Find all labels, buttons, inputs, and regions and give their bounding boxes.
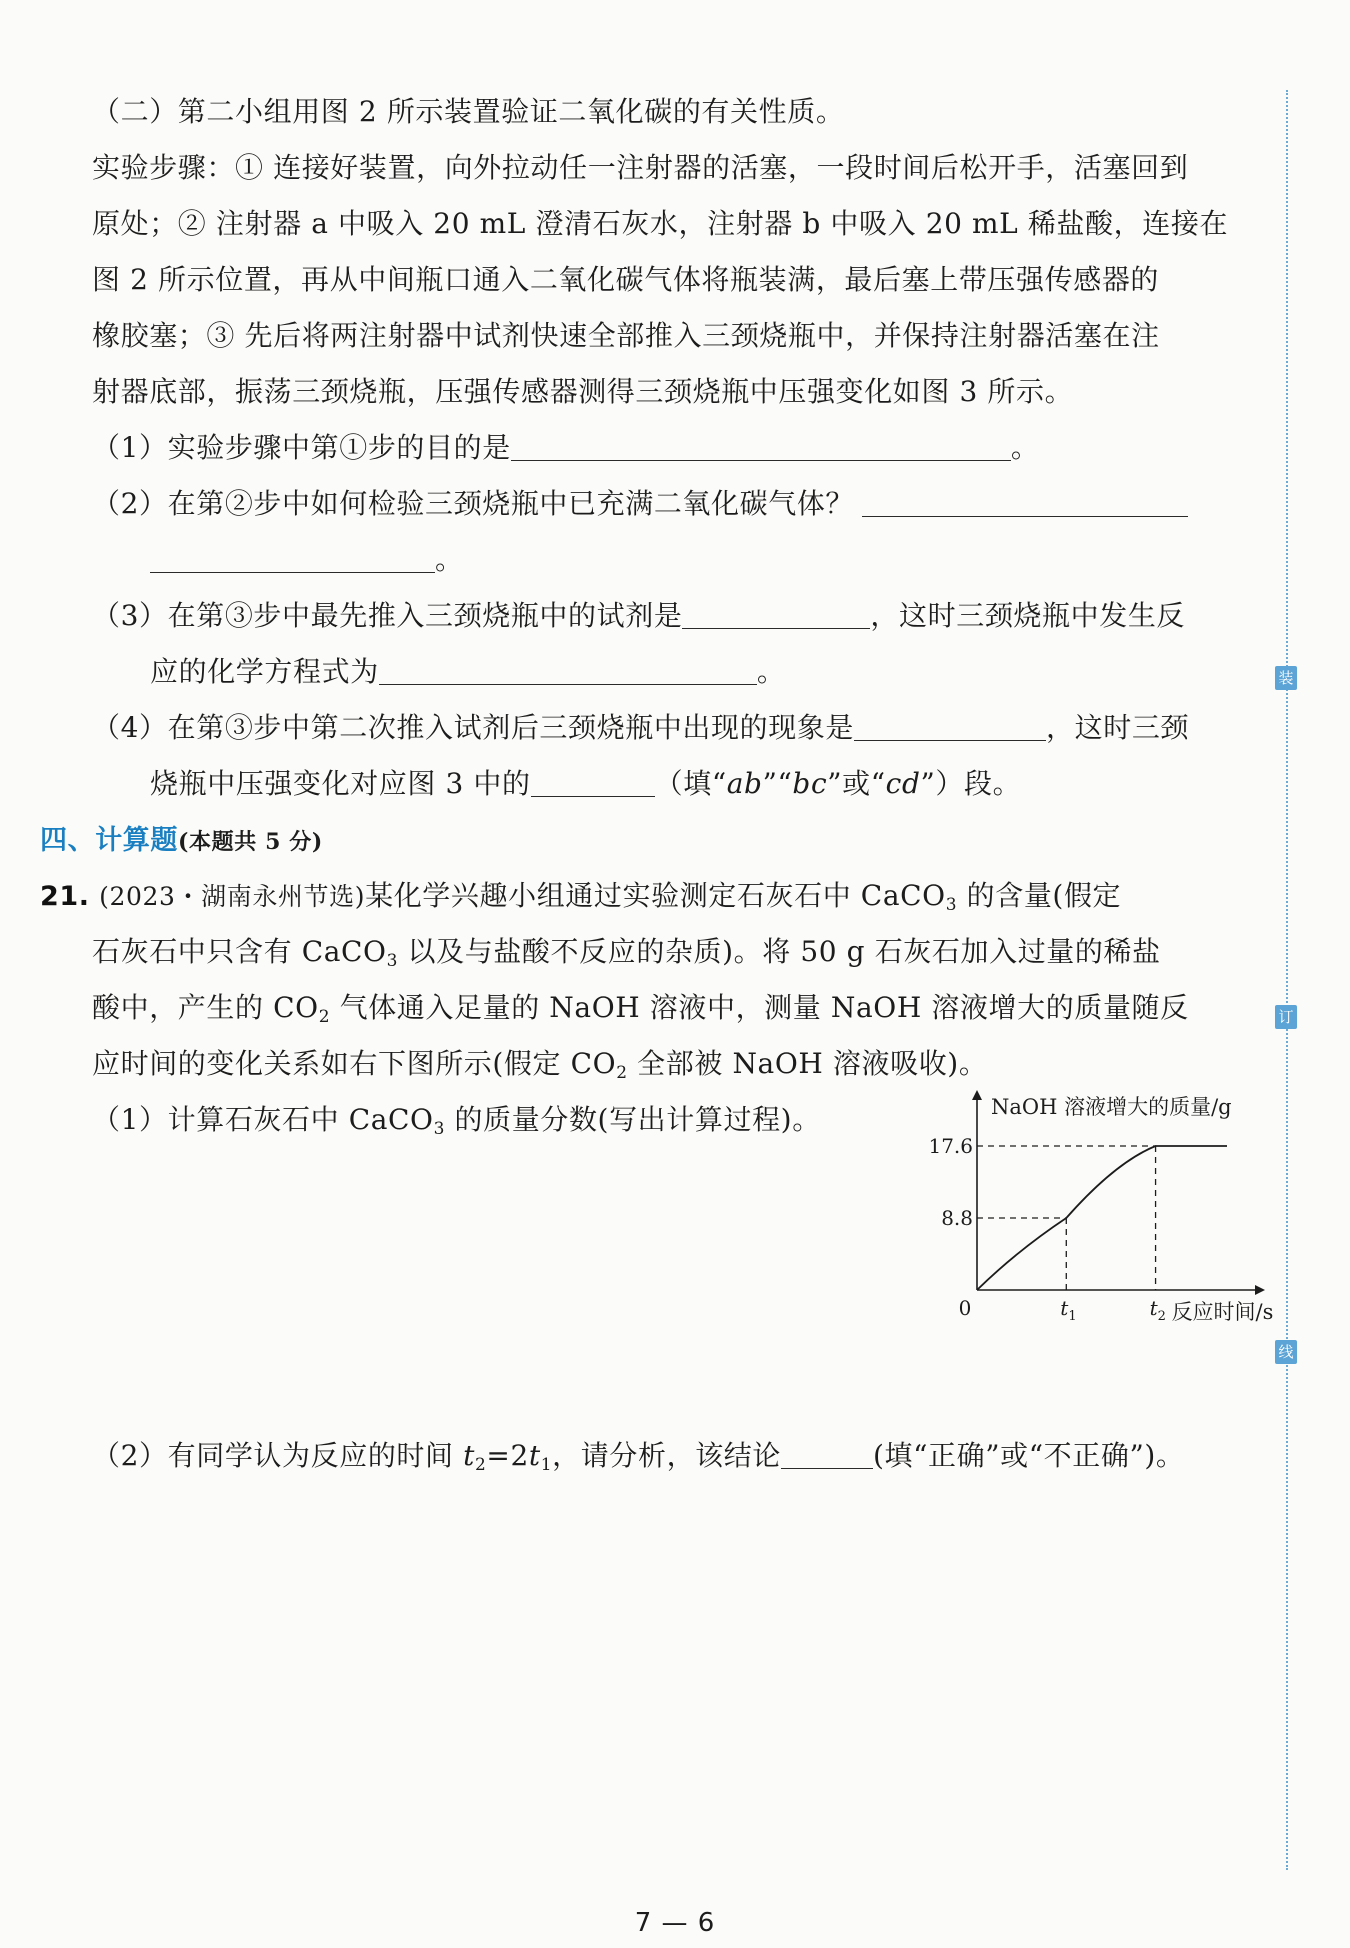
q21-l3b: 气体通入足量的 NaOH 溶液中，测量 NaOH 溶液增大的质量随反	[330, 991, 1189, 1024]
question-1-text: （1）实验步骤中第①步的目的是	[92, 431, 511, 464]
question-1	[92, 428, 1039, 468]
q21-p1a: （1）计算石灰石中 CaCO	[92, 1103, 434, 1136]
sub-3: 3	[386, 951, 399, 971]
question-21-source: (2023・湖南永州节选)	[99, 882, 366, 911]
question-4-text: （4）在第③步中第二次推入试剂后三颈烧瓶中出现的现象是	[92, 711, 855, 744]
q21-part-1	[92, 1100, 821, 1149]
answer-blank-q2a[interactable]	[862, 486, 1188, 517]
answer-blank-q2b[interactable]	[150, 542, 435, 573]
step-line-4: 橡胶塞；③ 先后将两注射器中试剂快速全部推入三颈烧瓶中，并保持注射器活塞在注	[92, 319, 1160, 352]
binding-mark-xian: 线	[1275, 1340, 1297, 1364]
q21-l3a: 酸中，产生的 CO	[92, 991, 319, 1024]
step-line-1: 实验步骤：① 连接好装置，向外拉动任一注射器的活塞，一段时间后松开手，活塞回到	[92, 151, 1189, 184]
x-axis-title: 反应时间/s	[1171, 1300, 1274, 1324]
answer-blank-q21-2[interactable]	[781, 1438, 873, 1469]
question-3	[92, 596, 1185, 636]
question-2-cont	[150, 540, 464, 580]
sub-3: 3	[433, 1119, 446, 1139]
q21-line-2	[92, 932, 1161, 981]
question-4	[92, 708, 1189, 748]
sub-3: 3	[945, 895, 958, 915]
page-number: 7 — 6	[634, 1908, 716, 1938]
question-3-line2: 应的化学方程式为	[150, 655, 379, 688]
question-3-cont	[150, 652, 785, 692]
question-2-end: 。	[435, 543, 464, 576]
t1-var: t	[528, 1439, 541, 1472]
q21-line-4	[92, 1044, 987, 1093]
origin-label: 0	[958, 1296, 972, 1320]
answer-blank-q3a[interactable]	[682, 598, 870, 629]
section4-heading	[40, 820, 323, 862]
binding-mark-zhuang: 装	[1275, 666, 1297, 690]
question-2-text: （2）在第②步中如何检验三颈烧瓶中已充满二氧化碳气体？	[92, 487, 855, 520]
q21-l4b: 全部被 NaOH 溶液吸收)。	[627, 1047, 988, 1080]
mass-time-chart	[915, 1090, 1275, 1330]
question-1-end: 。	[1010, 431, 1040, 464]
question-3-text: （3）在第③步中最先推入三颈烧瓶中的试剂是	[92, 599, 683, 632]
q21-p1b: 的质量分数(写出计算过程)。	[445, 1103, 821, 1136]
question-3-mid: ，这时三颈烧瓶中发生反	[870, 599, 1186, 632]
step-line-5: 射器底部，振荡三颈烧瓶，压强传感器测得三颈烧瓶中压强变化如图 3 所示。	[92, 375, 1074, 408]
section4-title: 四、计算题	[40, 825, 178, 856]
q21-p2eq: =2	[486, 1439, 529, 1472]
segment-cd: cd	[885, 767, 921, 800]
q21-l2b: 以及与盐酸不反应的杂质)。将 50 g 石灰石加入过量的稀盐	[398, 935, 1161, 968]
section4-note: (本题共 5 分)	[178, 829, 323, 855]
x-tick-label: $t_2$	[1149, 1296, 1166, 1324]
y-tick-label: 17.6	[928, 1134, 973, 1158]
q21-line-1	[40, 876, 1121, 925]
x-tick-label: $t_1$	[1060, 1296, 1077, 1324]
binding-line	[1286, 90, 1288, 1870]
t1-sub: 1	[540, 1455, 553, 1475]
q21-l1: 某化学兴趣小组通过实验测定石灰石中 CaCO	[365, 879, 946, 912]
q21-l1b: 的含量(假定	[957, 879, 1122, 912]
q21-line-3	[92, 988, 1189, 1037]
answer-blank-q1[interactable]	[511, 430, 1011, 461]
y-tick-label: 8.8	[941, 1206, 973, 1230]
q21-p2a: （2）有同学认为反应的时间	[92, 1439, 464, 1472]
answer-blank-q4a[interactable]	[854, 710, 1046, 741]
q21-l4a: 应时间的变化关系如右下图所示(假定 CO	[92, 1047, 617, 1080]
q21-l2a: 石灰石中只含有 CaCO	[92, 935, 387, 968]
q21-p2b: ，请分析，该结论	[552, 1439, 781, 1472]
q4-fill-close: ”）段。	[920, 767, 1022, 800]
binding-mark-ding: 订	[1275, 1005, 1297, 1029]
sub-2: 2	[318, 1007, 331, 1027]
q4-sep-2: ”或“	[827, 767, 886, 800]
question-2	[92, 484, 1188, 524]
q4-fill-open: （填“	[654, 767, 727, 800]
question-4-mid: ，这时三颈	[1046, 711, 1190, 744]
y-axis-title: NaOH 溶液增大的质量/g	[991, 1095, 1232, 1119]
q21-p2c: (填“正确”或“不正确”)。	[872, 1439, 1185, 1472]
question-21-number: 21.	[40, 881, 90, 912]
question-4-line2: 烧瓶中压强变化对应图 3 中的	[150, 767, 531, 800]
segment-bc: bc	[792, 767, 828, 800]
sub-2: 2	[616, 1063, 628, 1083]
step-line-2: 原处；② 注射器 a 中吸入 20 mL 澄清石灰水，注射器 b 中吸入 20 mL 稀盐酸，连接在	[92, 207, 1229, 240]
t2-sub: 2	[474, 1455, 487, 1475]
q4-sep-1: ”“	[762, 767, 793, 800]
question-4-cont	[150, 764, 1021, 804]
t2-var: t	[463, 1439, 475, 1472]
y-axis-arrow	[972, 1090, 982, 1100]
answer-blank-q3b[interactable]	[379, 654, 757, 685]
section2-intro: （二）第二小组用图 2 所示装置验证二氧化碳的有关性质。	[92, 95, 845, 128]
segment-ab: ab	[726, 767, 763, 800]
x-axis-arrow	[1255, 1285, 1265, 1295]
q21-part-2	[92, 1436, 1185, 1485]
answer-blank-q4b[interactable]	[531, 766, 655, 797]
step-line-3: 图 2 所示位置，再从中间瓶口通入二氧化碳气体将瓶装满，最后塞上带压强传感器的	[92, 263, 1160, 296]
question-3-end: 。	[756, 655, 786, 688]
